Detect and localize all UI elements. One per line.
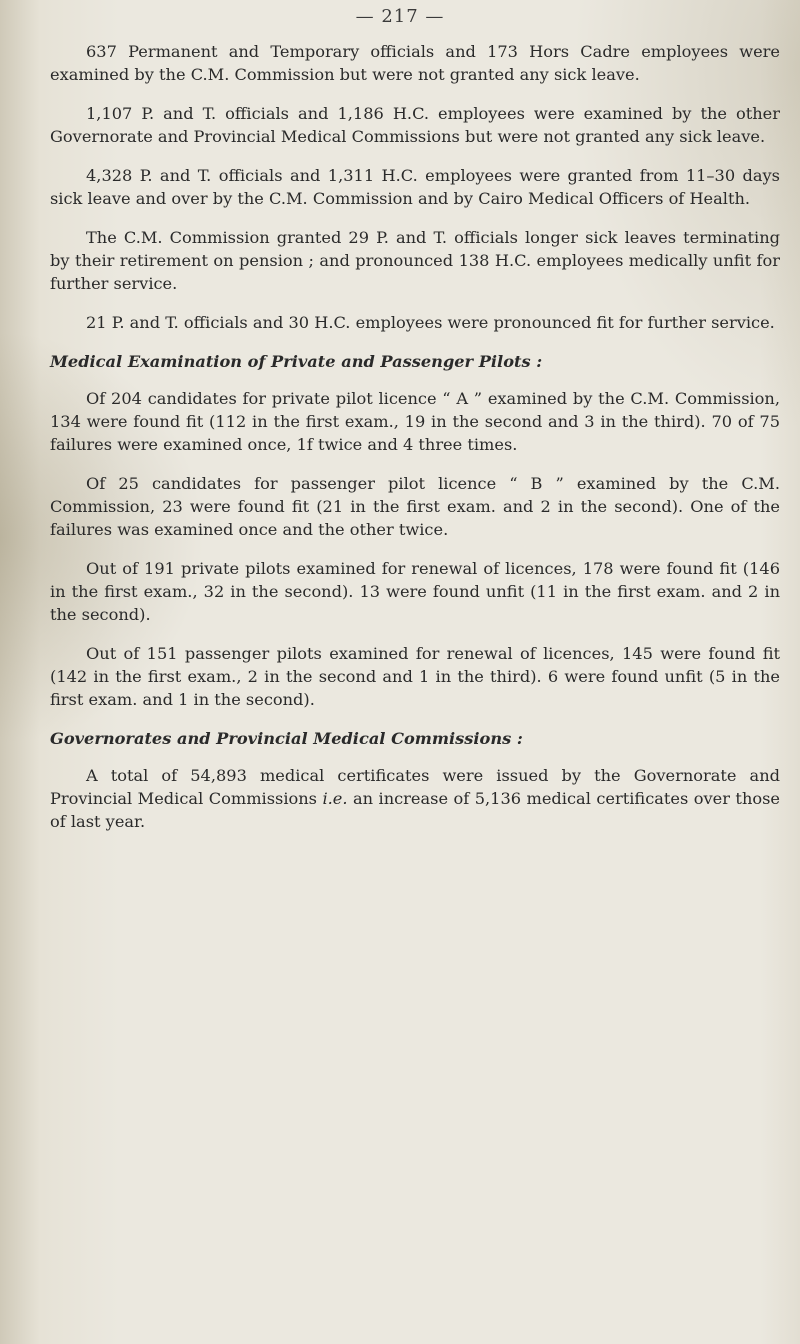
paragraph-medical-certificates	[50, 764, 780, 833]
section-heading-pilots: Medical Examination of Private and Passenger Pilots :	[50, 352, 543, 371]
paragraph-fit-for-service: 21 P. and T. officials and 30 H.C. employees were pronounced fit for further service.	[86, 313, 775, 332]
paragraph-longer-sick-leaves: The C.M. Commission granted 29 P. and T. officials longer sick leaves terminating by their retirement on pension ; and pronounced 138 H.C. employees medically unfit for further service.	[50, 228, 780, 293]
paragraph-permanent-officials: 637 Permanent and Temporary officials and 173 Hors Cadre employees were examined by the C.M. Commission but were not granted any sick leave.	[50, 42, 780, 84]
paragraph-private-pilot-renewal: Out of 191 private pilots examined for renewal of licences, 178 were found fit (146 in the first exam., 32 in the second). 13 were found unfit (11 in the first exam. and 2 in the second).	[50, 559, 780, 624]
paragraph-passenger-pilot-renewal: Out of 151 passenger pilots examined for renewal of licences, 145 were found fit (142 in the first exam., 2 in the second and 1 in the third). 6 were found unfit (5 in the first exam. and 1 in the second).	[50, 644, 780, 709]
paragraph-passenger-pilot-licence: Of 25 candidates for passenger pilot licence “ B ” examined by the C.M. Commission, 23 were found fit (21 in the first exam. and 2 in the second). One of the failures was examined once and the other twice.	[50, 474, 780, 539]
certificates-text-end: an increase of 5,136 medical certificates over those of last year.	[50, 789, 780, 831]
certificates-text-italic: i.e.	[322, 789, 348, 808]
paragraph-sick-leave-granted: 4,328 P. and T. officials and 1,311 H.C. employees were granted from 11–30 days sick leave and over by the C.M. Commission and by Cairo Medical Officers of Health.	[50, 166, 780, 208]
document-body	[50, 40, 780, 849]
section-heading-governorates: Governorates and Provincial Medical Commissions :	[50, 729, 523, 748]
page-number: — 217 —	[355, 6, 445, 27]
certificates-text-start: A total of 54,893 medical certificates were issued by the Governorate and Provincial Medical Commissions	[50, 766, 780, 808]
paragraph-governorate-commissions: 1,107 P. and T. officials and 1,186 H.C. employees were examined by the other Governorate and Provincial Medical Commissions but were not granted any sick leave.	[50, 104, 780, 146]
paragraph-private-pilot-licence: Of 204 candidates for private pilot licence “ A ” examined by the C.M. Commission, 134 were found fit (112 in the first exam., 19 in the second and 3 in the third). 70 of 75 failures were examined once, 1f twice and 4 three times.	[50, 389, 780, 454]
